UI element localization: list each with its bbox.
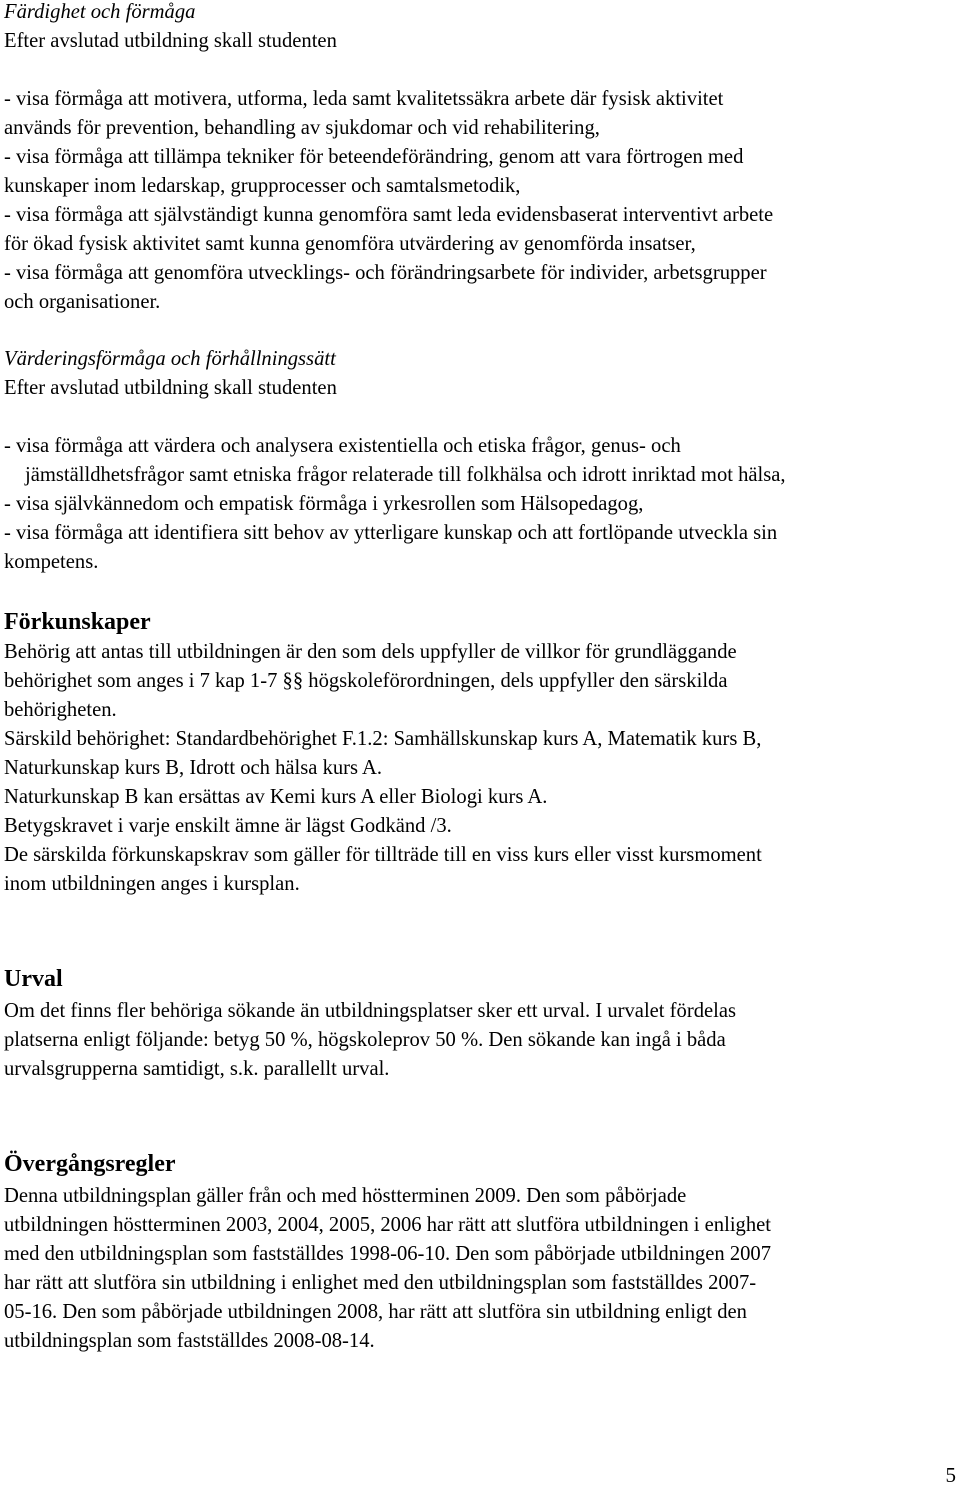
overgang-line: utbildningen höstterminen 2003, 2004, 2005, 2006 har rätt att slutföra utbildningen i enlighet <box>4 1214 771 1236</box>
forkunskaper-line: Behörig att antas till utbildningen är den som dels uppfyller de villkor för grundläggande <box>4 641 737 663</box>
heading-urval: Urval <box>4 966 63 992</box>
forkunskaper-line: Naturkunskap B kan ersättas av Kemi kurs A eller Biologi kurs A. <box>4 786 548 808</box>
fardighet-line: används för prevention, behandling av sjukdomar och vid rehabilitering, <box>4 117 600 139</box>
fardighet-line: - visa förmåga att motivera, utforma, leda samt kvalitetssäkra arbete där fysisk aktivitet <box>4 88 724 110</box>
section-title-fardighet: Färdighet och förmåga <box>4 1 196 23</box>
overgang-line: utbildningsplan som fastställdes 2008-08-14. <box>4 1330 375 1352</box>
fardighet-line: och organisationer. <box>4 291 161 313</box>
fardighet-line: - visa förmåga att tillämpa tekniker för beteendeförändring, genom att vara förtrogen med <box>4 146 744 168</box>
section-title-vardering: Värderingsförmåga och förhållningssätt <box>4 348 336 370</box>
overgang-line: med den utbildningsplan som fastställdes 1998-06-10. Den som påbörjade utbildningen 2007 <box>4 1243 772 1265</box>
forkunskaper-line: De särskilda förkunskapskrav som gäller för tillträde till en viss kurs eller visst kursmoment <box>4 844 762 866</box>
vardering-line: kompetens. <box>4 551 99 573</box>
forkunskaper-line: behörigheten. <box>4 699 117 721</box>
forkunskaper-line: inom utbildningen anges i kursplan. <box>4 873 300 895</box>
heading-forkunskaper: Förkunskaper <box>4 609 151 635</box>
forkunskaper-line: Särskild behörighet: Standardbehörighet F.1.2: Samhällskunskap kurs A, Matematik kurs B, <box>4 728 762 750</box>
section-intro-vardering: Efter avslutad utbildning skall studenten <box>4 377 337 399</box>
forkunskaper-line: Naturkunskap kurs B, Idrott och hälsa kurs A. <box>4 757 383 779</box>
vardering-line: - visa självkännedom och empatisk förmåga i yrkesrollen som Hälsopedagog, <box>4 493 644 515</box>
forkunskaper-line: Betygskravet i varje enskilt ämne är lägst Godkänd /3. <box>4 815 452 837</box>
fardighet-line: för ökad fysisk aktivitet samt kunna genomföra utvärdering av genomförda insatser, <box>4 233 696 255</box>
overgang-line: 05-16. Den som påbörjade utbildningen 2008, har rätt att slutföra sin utbildning enligt den <box>4 1301 747 1323</box>
urval-line: platserna enligt följande: betyg 50 %, högskoleprov 50 %. Den sökande kan ingå i båda <box>4 1029 726 1051</box>
forkunskaper-line: behörighet som anges i 7 kap 1-7 §§ högskoleförordningen, dels uppfyller den särskilda <box>4 670 728 692</box>
fardighet-line: - visa förmåga att genomföra utvecklings- och förändringsarbete för individer, arbetsgrupper <box>4 262 767 284</box>
fardighet-line: - visa förmåga att självständigt kunna genomföra samt leda evidensbaserat interventivt arbete <box>4 204 774 226</box>
vardering-line: - visa förmåga att värdera och analysera existentiella och etiska frågor, genus- och <box>4 435 681 457</box>
urval-line: Om det finns fler behöriga sökande än utbildningsplatser sker ett urval. I urvalet fördelas <box>4 1000 737 1022</box>
vardering-line: jämställdhetsfrågor samt etniska frågor relaterade till folkhälsa och idrott inriktad mot hälsa, <box>25 464 786 486</box>
urval-line: urvalsgrupperna samtidigt, s.k. parallellt urval. <box>4 1058 390 1080</box>
page-number: 5 <box>945 1463 956 1487</box>
heading-overgangsregler: Övergångsregler <box>4 1151 176 1177</box>
overgang-line: Denna utbildningsplan gäller från och med höstterminen 2009. Den som påbörjade <box>4 1185 687 1207</box>
vardering-line: - visa förmåga att identifiera sitt behov av ytterligare kunskap och att fortlöpande utveckla sin <box>4 522 778 544</box>
fardighet-line: kunskaper inom ledarskap, grupprocesser och samtalsmetodik, <box>4 175 521 197</box>
section-intro-fardighet: Efter avslutad utbildning skall studenten <box>4 30 337 52</box>
document-page <box>4 0 956 1356</box>
overgang-line: har rätt att slutföra sin utbildning i enlighet med den utbildningsplan som fastställdes 2007- <box>4 1272 757 1294</box>
